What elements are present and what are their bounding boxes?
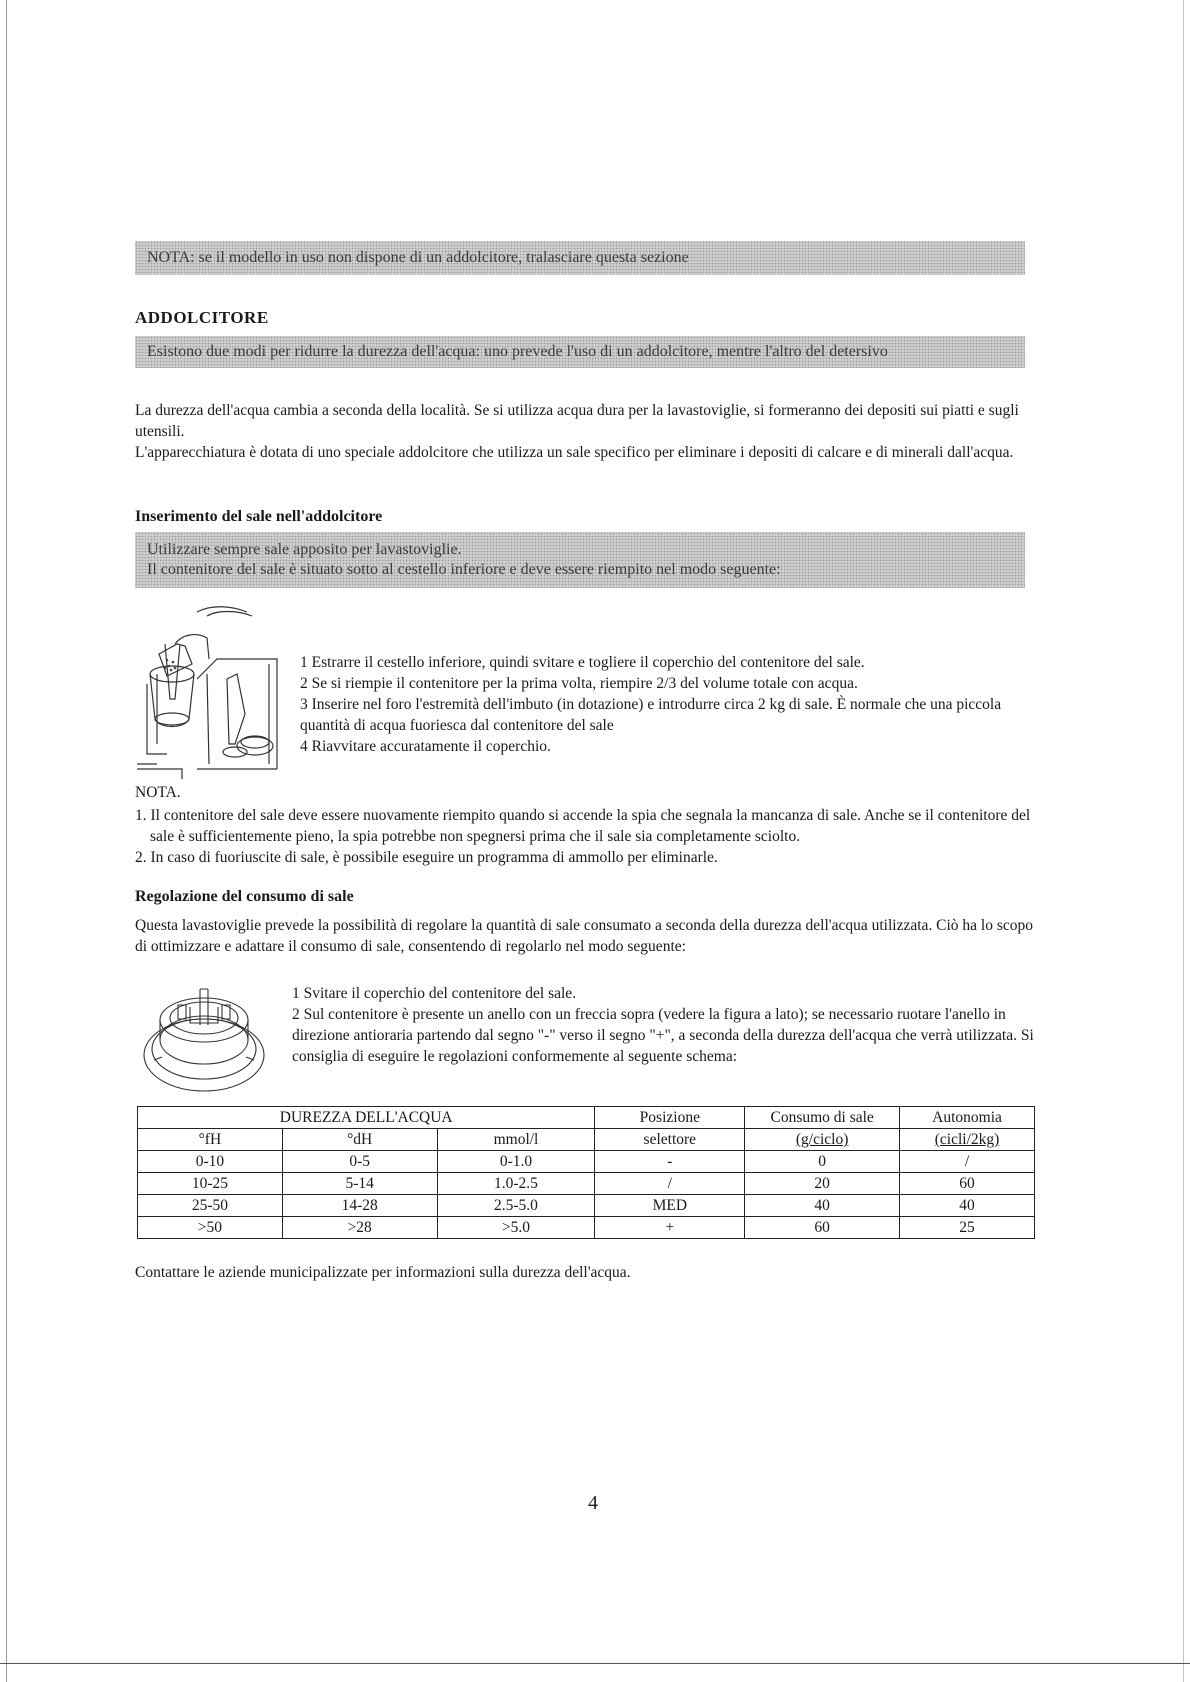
insert-heading: Inserimento del sale nell'addolcitore: [135, 508, 383, 525]
table-header-dh: °dH: [282, 1129, 437, 1151]
salt-band-line-1: Utilizzare sempre sale apposito per lavastoviglie.: [147, 541, 462, 558]
intro-paragraph: [135, 400, 1035, 463]
table-cell: /: [595, 1173, 745, 1195]
table-header-autonomy-unit: (cicli/2kg): [900, 1129, 1035, 1151]
table-header-position: Posizione: [595, 1107, 745, 1129]
table-cell: >50: [138, 1217, 283, 1239]
table-header-fh: °fH: [138, 1129, 283, 1151]
nota-item-1: 1. Il contenitore del sale deve essere nuovamente riempito quando si accende la spia che segnala la mancanza di sale. Anche se il contenitore del sale è sufficientemente pieno, la spia potrebbe non spegnersi prima che il sale sia completamente sciolto.: [135, 807, 1031, 845]
table-header-consumption-unit: (g/ciclo): [745, 1129, 900, 1151]
table-cell: 0-10: [138, 1151, 283, 1173]
table-cell: +: [595, 1217, 745, 1239]
salt-dial-illustration: [142, 985, 267, 1095]
table-row: [138, 1217, 1035, 1239]
page-number: 4: [588, 1492, 598, 1514]
table-cell: -: [595, 1151, 745, 1173]
insert-steps-list: [300, 652, 1040, 757]
regolazione-heading: Regolazione del consumo di sale: [135, 888, 354, 905]
table-cell: >5.0: [437, 1217, 595, 1239]
table-cell: 10-25: [138, 1173, 283, 1195]
table-cell: /: [900, 1151, 1035, 1173]
section-title: ADDOLCITORE: [135, 308, 269, 327]
table-cell: 25-50: [138, 1195, 283, 1217]
table-row: [138, 1151, 1035, 1173]
table-row: [138, 1173, 1035, 1195]
table-header-consumption: Consumo di sale: [745, 1107, 900, 1129]
scan-edge-right: [1183, 0, 1184, 1682]
regolazione-steps-list: [292, 983, 1037, 1067]
salt-funnel-illustration: [137, 604, 287, 779]
nota-item-2: 2. In caso di fuoriuscite di sale, è possibile eseguire un programma di ammollo per eliminarle.: [135, 849, 718, 866]
table-cell: 25: [900, 1217, 1035, 1239]
regolazione-intro: Questa lavastoviglie prevede la possibilità di regolare la quantità di sale consumato a seconda della durezza dell'acqua utilizzata. Ciò ha lo scopo di ottimizzare e adattare il consumo di sale, consentendo di regolarlo nel modo seguente:: [135, 917, 1034, 955]
note-band: [135, 241, 1025, 275]
contact-note: Contattare le aziende municipalizzate per informazioni sulla durezza dell'acqua.: [135, 1264, 631, 1281]
nota-list: [135, 805, 1040, 868]
table-header-autonomy: Autonomia: [900, 1107, 1035, 1129]
water-hardness-table: [137, 1106, 1035, 1239]
salt-band-line-2: Il contenitore del sale è situato sotto al cestello inferiore e deve essere riempito nel modo seguente:: [147, 561, 781, 578]
salt-band: [135, 532, 1025, 588]
insert-step-2: 2 Se si riempie il contenitore per la prima volta, riempire 2/3 del volume totale con acqua.: [300, 675, 858, 692]
table-header-row-2: [138, 1129, 1035, 1151]
intro-line-1: La durezza dell'acqua cambia a seconda della località. Se si utilizza acqua dura per la lavastoviglie, si formeranno dei depositi sui piatti e sugli utensili.: [135, 402, 1019, 440]
table-cell: 40: [900, 1195, 1035, 1217]
table-cell: 40: [745, 1195, 900, 1217]
table-cell: 1.0-2.5: [437, 1173, 595, 1195]
intro-line-2: L'apparecchiatura è dotata di uno speciale addolcitore che utilizza un sale specifico per eliminare i depositi di calcare e di minerali dall'acqua.: [135, 444, 1014, 461]
regolazione-step-2: 2 Sul contenitore è presente un anello con un freccia sopra (vedere la figura a lato); se necessario ruotare l'anello in direzione antioraria partendo dal segno "-" verso il segno "+", a seconda della durezza dell'acqua che verrà utilizzata. Si consiglia di eseguire le regolazioni conformemente al seguente schema:: [292, 1006, 1034, 1065]
note-band-text: NOTA: se il modello in uso non dispone di un addolcitore, tralasciare questa sezione: [147, 249, 689, 266]
table-cell: MED: [595, 1195, 745, 1217]
insert-step-1: 1 Estrarre il cestello inferiore, quindi svitare e togliere il coperchio del contenitore del sale.: [300, 654, 865, 671]
insert-step-3: 3 Inserire nel foro l'estremità dell'imbuto (in dotazione) e introdurre circa 2 kg di sale. È normale che una piccola quantità di acqua fuoriesca dal contenitore del sale: [300, 696, 1002, 734]
table-cell: 2.5-5.0: [437, 1195, 595, 1217]
table-header-mmol: mmol/l: [437, 1129, 595, 1151]
table-cell: 0-1.0: [437, 1151, 595, 1173]
table-row: [138, 1195, 1035, 1217]
modes-band: [135, 336, 1025, 368]
table-cell: 0-5: [282, 1151, 437, 1173]
table-cell: 14-28: [282, 1195, 437, 1217]
table-header-position-sub: selettore: [595, 1129, 745, 1151]
table-cell: 60: [745, 1217, 900, 1239]
table-cell: 0: [745, 1151, 900, 1173]
modes-band-text: Esistono due modi per ridurre la durezza dell'acqua: uno prevede l'uso di un addolcitore, mentre l'altro del detersivo: [147, 343, 888, 360]
insert-step-4: 4 Riavvitare accuratamente il coperchio.: [300, 738, 551, 755]
scan-edge-left: [6, 0, 7, 1682]
table-cell: 5-14: [282, 1173, 437, 1195]
nota-label: NOTA.: [135, 784, 181, 801]
regolazione-step-1: 1 Svitare il coperchio del contenitore del sale.: [292, 985, 577, 1002]
table-cell: >28: [282, 1217, 437, 1239]
table-cell: 60: [900, 1173, 1035, 1195]
scan-edge-bottom: [0, 1663, 1190, 1664]
table-group-header: DUREZZA DELL'ACQUA: [138, 1107, 595, 1129]
table-header-row-1: [138, 1107, 1035, 1129]
table-cell: 20: [745, 1173, 900, 1195]
